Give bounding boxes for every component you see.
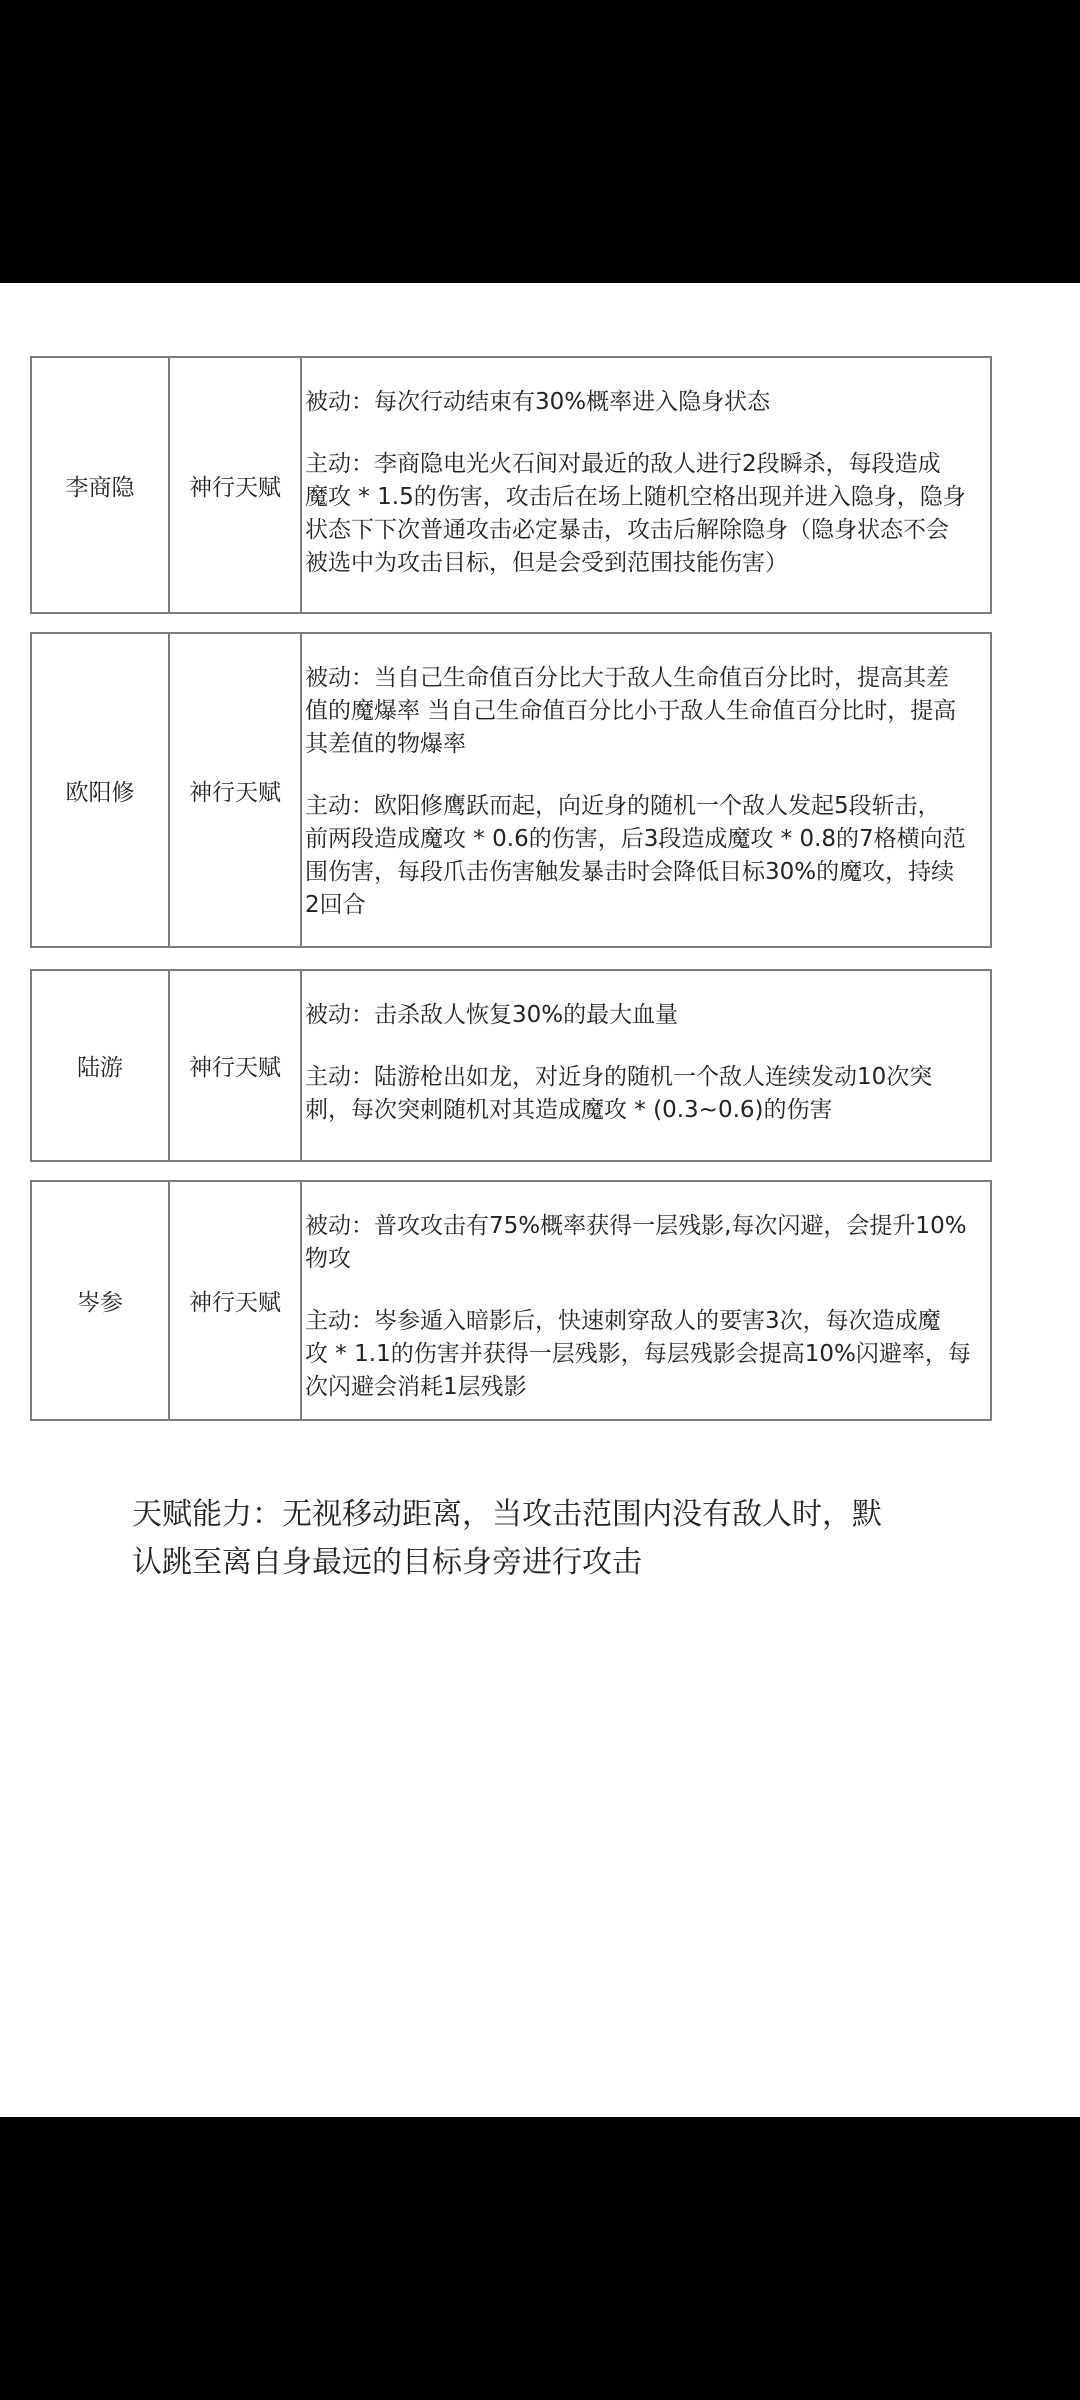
passive-line: 值的魔爆率 当自己生命值百分比小于敌人生命值百分比时，提高 (305, 698, 957, 724)
passive-line: 被动：击杀敌人恢复30%的最大血量 (305, 1002, 679, 1028)
active-line: 魔攻 * 1.5的伤害，攻击后在场上随机空格出现并进入隐身，隐身 (305, 484, 966, 510)
active-line: 主动：陆游枪出如龙，对近身的随机一个敌人连续发动10次突 (305, 1064, 933, 1090)
talent-description (302, 971, 990, 1160)
note-line: 认跳至离自身最远的目标身旁进行攻击 (132, 1545, 642, 1580)
active-line: 主动：岑参遁入暗影后，快速刺穿敌人的要害3次，每次造成魔 (305, 1308, 941, 1334)
talent-description (302, 1182, 990, 1419)
passive-line: 其差值的物爆率 (305, 731, 466, 757)
document-page (0, 283, 1080, 2117)
passive-line: 被动：每次行动结束有30%概率进入隐身状态 (305, 389, 771, 415)
talent-description (302, 634, 990, 946)
top-black-bar (0, 0, 1080, 283)
passive-line: 被动：普攻攻击有75%概率获得一层残影,每次闪避，会提升10% (305, 1213, 967, 1239)
active-line: 主动：李商隐电光火石间对最近的敌人进行2段瞬杀，每段造成 (305, 451, 941, 477)
active-line: 被选中为攻击目标，但是会受到范围技能伤害） (305, 550, 788, 576)
active-line: 刺，每次突刺随机对其造成魔攻 * (0.3~0.6)的伤害 (305, 1097, 833, 1123)
passive-line: 被动：当自己生命值百分比大于敌人生命值百分比时，提高其差 (305, 665, 949, 691)
talent-ability-note (132, 1491, 892, 1587)
talent-type: 神行天赋 (170, 634, 302, 946)
talent-type: 神行天赋 (170, 971, 302, 1160)
active-line: 攻 * 1.1的伤害并获得一层残影，每层残影会提高10%闪避率，每 (305, 1341, 971, 1367)
active-line: 主动：欧阳修鹰跃而起，向近身的随机一个敌人发起5段斩击， (305, 793, 941, 819)
active-line: 次闪避会消耗1层残影 (305, 1374, 527, 1400)
talent-description (302, 358, 990, 612)
active-line: 状态下下次普通攻击必定暴击，攻击后解除隐身（隐身状态不会 (305, 517, 949, 543)
active-line: 前两段造成魔攻 * 0.6的伤害，后3段造成魔攻 * 0.8的7格横向范 (305, 826, 966, 852)
talent-row-lu-you (30, 969, 992, 1162)
talent-row-ouyang-xiu (30, 632, 992, 948)
talent-type: 神行天赋 (170, 1182, 302, 1419)
character-name: 岑参 (32, 1182, 170, 1419)
note-line: 天赋能力：无视移动距离，当攻击范围内没有敌人时，默 (132, 1497, 882, 1532)
talent-row-cen-shen (30, 1180, 992, 1421)
talent-type: 神行天赋 (170, 358, 302, 612)
active-line: 2回合 (305, 892, 366, 918)
character-name: 欧阳修 (32, 634, 170, 946)
talent-row-li-shangyin (30, 356, 992, 614)
bottom-black-bar (0, 2117, 1080, 2400)
active-line: 围伤害，每段爪击伤害触发暴击时会降低目标30%的魔攻，持续 (305, 859, 955, 885)
character-name: 陆游 (32, 971, 170, 1160)
passive-line: 物攻 (305, 1246, 351, 1272)
character-name: 李商隐 (32, 358, 170, 612)
